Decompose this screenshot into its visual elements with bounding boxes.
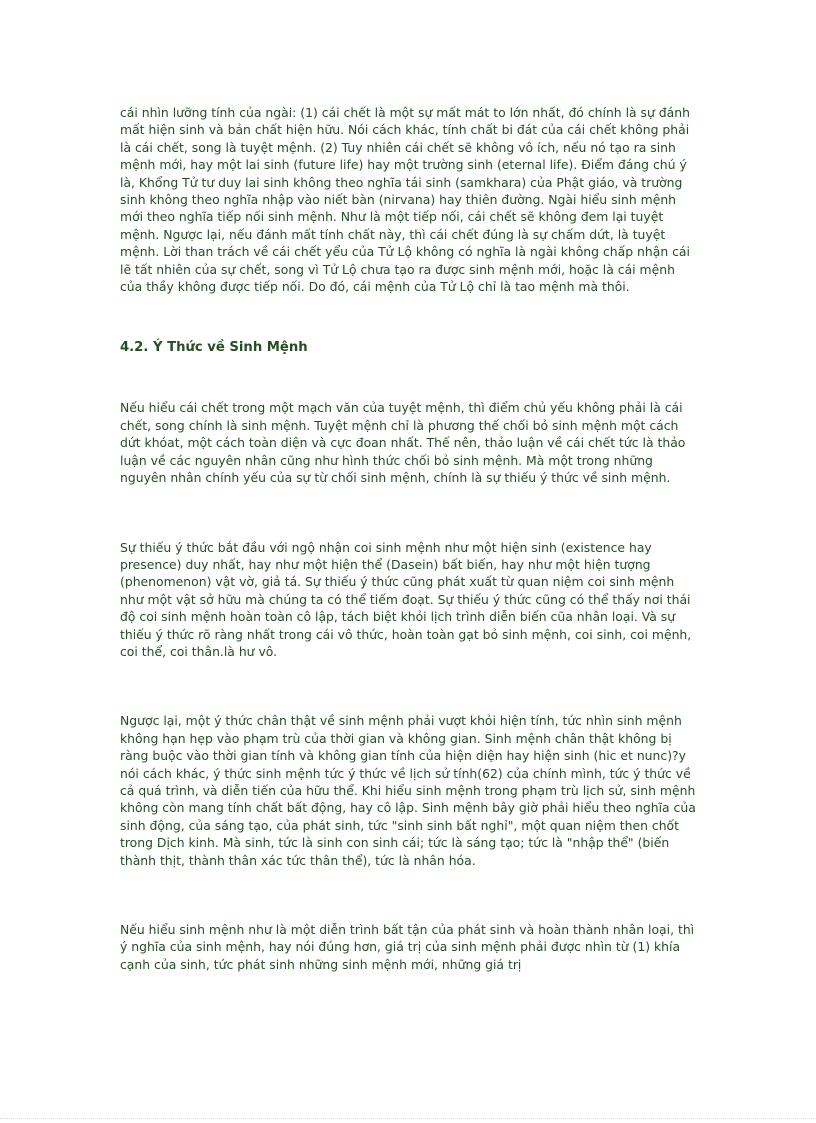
- spacer: [120, 357, 700, 399]
- paragraph-lack-of-awareness: Sự thiếu ý thức bắt đầu với ngộ nhận coi sinh mệnh như một hiện sinh (existence hay presence) duy nhất, hay như một hiện thể (Dasein) bất biến, hay như một hiện tượng (phenomenon) vật vờ, giả tá. Sự thiếu ý thức cũng phát xuất từ quan niệm coi sinh mệnh như một vật sở hữu mà chúng ta có thể tiếm đoạt. Sự thiếu ý thức cũng có thể thấy nơi thái độ coi sinh mệnh hoàn toàn cô lập, tách biệt khỏi lịch trình diễn biến cũa nhân loại. Và sự thiếu ý thức rõ ràng nhất trong cái vô thức, hoàn toàn gạt bỏ sinh mệnh, coi sinh, coi mệnh, coi thể, coi thân.là hư vô.: [120, 539, 692, 659]
- spacer: [120, 869, 700, 921]
- paragraph-true-awareness: Ngược lại, một ý thức chân thật về sinh mệnh phải vượt khỏi hiện tính, tức nhìn sinh mệnh không hạn hẹp vào phạm trù của thời gian và không gian. Sinh mệnh chân thật không bị ràng buộc vào thời gian tính và không gian tính của hiện diện hay hiện sinh (hic et nunc)?y nói cách khác, ý thức sinh mệnh tức ý thức về lịch sử tính(62) của chính mình, tức ý thức về cả quá trình, và diễn tiến của hữu thể. Khi hiểu sinh mệnh trong phạm trù lịch sử, sinh mệnh không còn mang tính chất bất động, hay cô lập. Sinh mệnh bây giờ phải hiểu theo nghĩa của sinh động, của sáng tạo, của phát sinh, tức "sinh sinh bất nghỉ", một quan niệm then chốt trong Dịch kinh. Mà sinh, tức là sinh con sinh cái; tức là sáng tạo; tức là "nhập thể" (biến thành thịt, thành thân xác tức thân thể), tức là nhân hóa.: [120, 713, 696, 868]
- document-body: [120, 104, 700, 973]
- section-heading: 4.2. Ý Thức về Sinh Mệnh: [120, 340, 308, 356]
- paragraph-intro: cái nhìn lưỡng tính của ngài: (1) cái chết là một sự mất mát to lớn nhất, đó chính là sự đánh mất hiện sinh và bản chất hiện hữu. Nói cách khác, tính chất bi đát của cái chết không phải là cái chết, song là tuyệt mệnh. (2) Tuy nhiên cái chết sẽ không vô ích, nếu nó tạo ra sinh mệnh mới, hay một lai sinh (future life) hay một trường sinh (eternal life). Điểm đáng chú ý là, Khổng Tử tư duy lai sinh không theo nghĩa tái sinh (samkhara) của Phật giáo, và trường sinh không theo nghĩa nhập vào niết bàn (nirvana) hay thiên đường. Ngài hiểu sinh mệnh mới theo nghĩa tiếp nối sinh mệnh. Như là một tiếp nối, cái chết sẽ không đem lại tuyệt mệnh. Ngược lại, nếu đánh mất tính chất này, thì cái chết đúng là sự chấm dứt, là tuyệt mệnh. Lời than trách về cái chết yểu của Tử Lộ không có nghĩa là ngài không chấp nhận cái lẽ tất nhiên của sự chết, song vì Tử Lộ chưa tạo ra được sinh mệnh mới, hoặc là cái mệnh của thầy không được tiếp nối. Do đó, cái mệnh của Tử Lộ chỉ là tao mệnh mà thôi.: [120, 105, 690, 295]
- spacer: [120, 660, 700, 712]
- paragraph-life-process: Nếu hiểu sinh mệnh như là một diễn trình bất tận của phát sinh và hoàn thành nhân loại, thì ý nghĩa của sinh mệnh, hay nói đúng hơn, giá trị của sinh mệnh phải được nhìn từ (1) khía cạnh của sinh, tức phát sinh những sinh mệnh mới, những giá trị: [120, 922, 695, 972]
- page-bottom-rule: [0, 1118, 816, 1119]
- spacer: [120, 295, 700, 339]
- paragraph-death-as-end: Nếu hiểu cái chết trong một mạch văn của tuyệt mệnh, thì điểm chủ yếu không phải là cái chết, song chính là sinh mệnh. Tuyệt mệnh chỉ là phương thế chối bỏ sinh mệnh một cách dứt khóat, một cách toàn diện và cực đoan nhất. Thế nên, thảo luận về cái chết tức là thảo luận về các nguyên nhân cũng như hình thức chối bỏ sinh mệnh. Mà một trong những nguyên nhân chính yếu của sự từ chối sinh mệnh, chính là sự thiếu ý thức về sinh mệnh.: [120, 400, 686, 486]
- spacer: [120, 487, 700, 539]
